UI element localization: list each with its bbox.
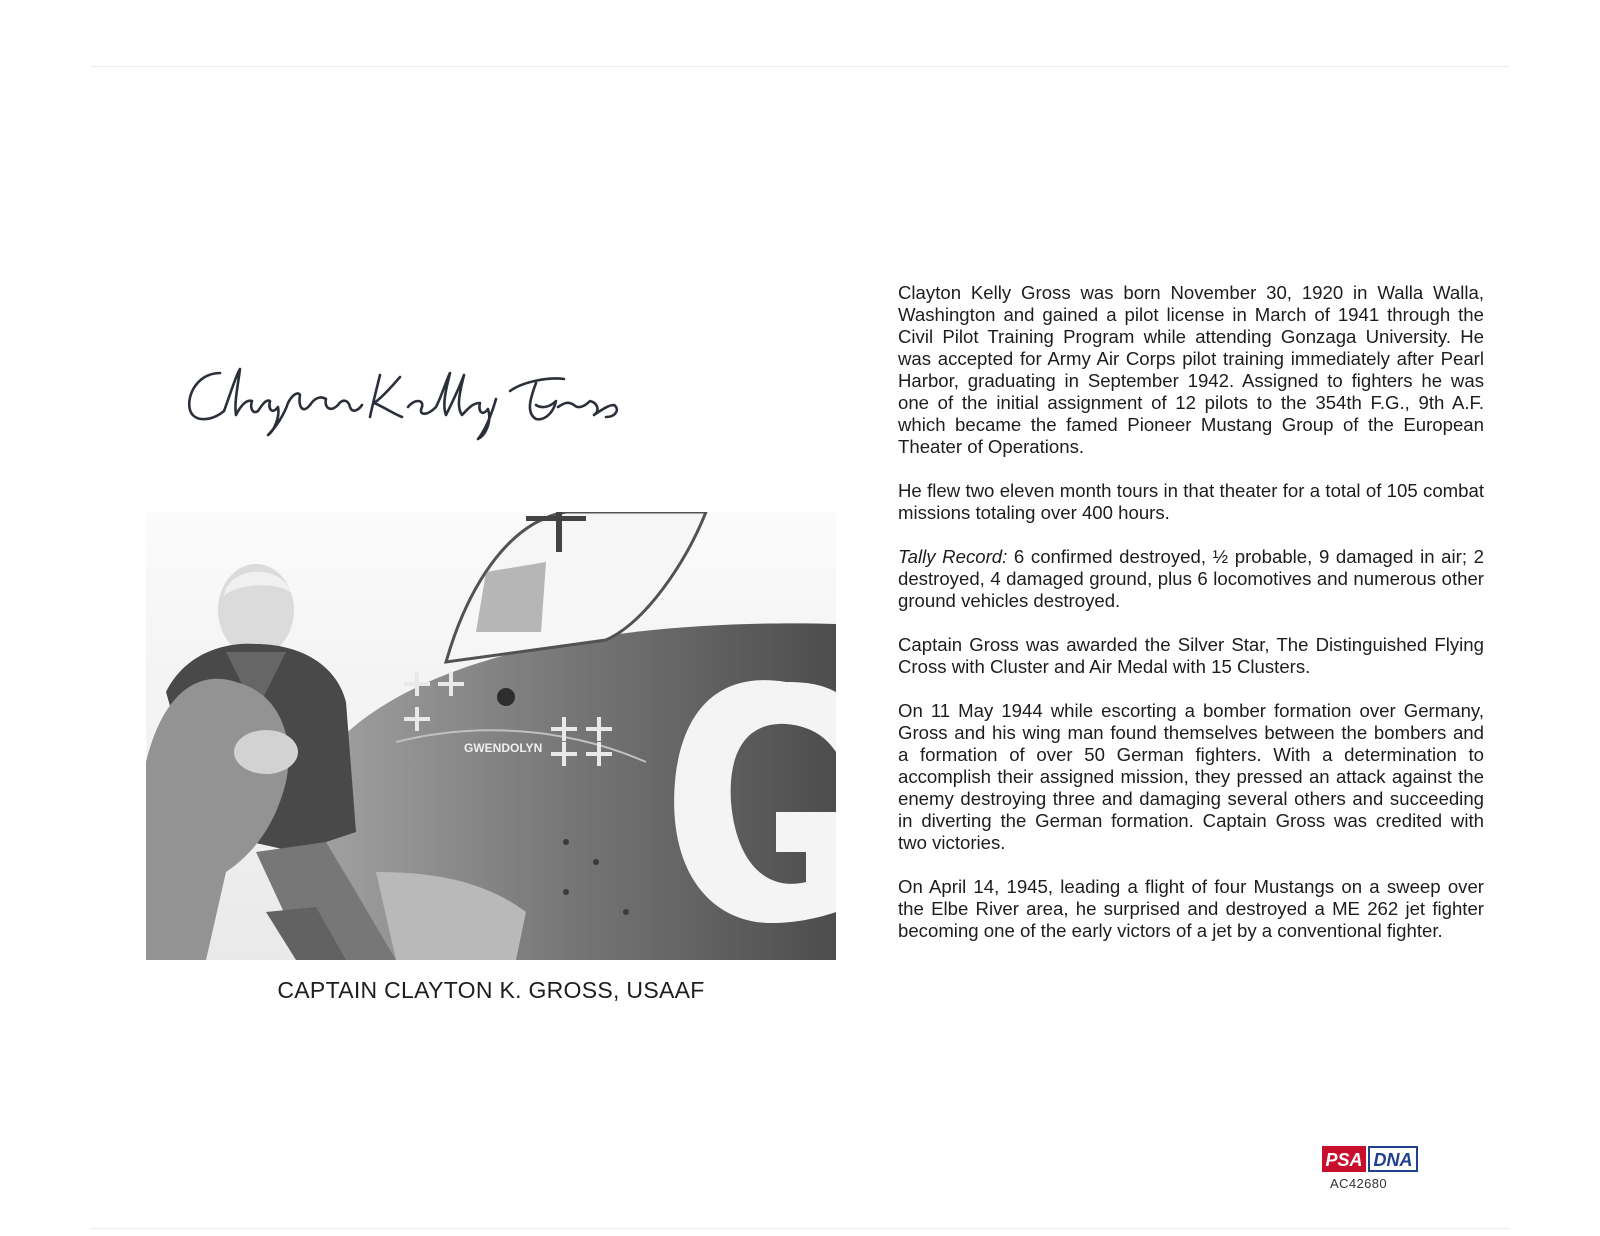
- bio-paragraph: On 11 May 1944 while escorting a bomber formation over Germany, Gross and his wing man found themselves between the bombers and a formation of over 50 German fighters. With a determination to accomplish their assigned mission, they pressed an attack against the enemy destroying three and damaging several others and succeeding in diverting the German formation. Captain Gross was credited with two victories.: [898, 700, 1484, 853]
- bio-paragraph: Captain Gross was awarded the Silver Star, The Distinguished Flying Cross with Cluster and Air Medal with 15 Clusters.: [898, 634, 1484, 677]
- psa-dna-logo: [1322, 1146, 1418, 1172]
- page-edge-top: [90, 66, 1510, 67]
- svg-text:DNA: DNA: [1373, 1150, 1413, 1170]
- nose-art-text: GWENDOLYN: [464, 741, 543, 755]
- authentication-number: AC42680: [1330, 1176, 1388, 1191]
- authentication-label: [1322, 1146, 1418, 1191]
- page-edge-bottom: [90, 1228, 1510, 1229]
- tally-record-text: 6 confirmed destroyed, ½ probable, 9 damaged in air; 2 destroyed, 4 damaged ground, plus 6 locomotives and numerous other ground vehicles destroyed.: [898, 546, 1484, 611]
- bio-paragraph: Clayton Kelly Gross was born November 30, 1920 in Walla Walla, Washington and gained a pilot license in March of 1941 through the Civil Pilot Training Program while attending Gonzaga University. He was accepted for Army Air Corps pilot training immediately after Pearl Harbor, graduating in September 1942. Assigned to fighters he was one of the initial assignment of 12 pilots to the 354th F.G., 9th A.F. which became the famed Pioneer Mustang Group of the European Theater of Operations.: [898, 282, 1484, 457]
- biography: [898, 282, 1484, 942]
- bio-paragraph: He flew two eleven month tours in that theater for a total of 105 combat missions totaling over 400 hours.: [898, 480, 1484, 523]
- svg-text:PSA: PSA: [1325, 1150, 1363, 1170]
- photograph: [146, 512, 836, 960]
- signature: [180, 355, 620, 445]
- tally-record-label: Tally Record:: [898, 546, 1008, 567]
- bio-paragraph: On April 14, 1945, leading a flight of four Mustangs on a sweep over the Elbe River area, he surprised and destroyed a ME 262 jet fighter becoming one of the early victors of a jet by a conventional fighter.: [898, 876, 1484, 941]
- photo-caption: CAPTAIN CLAYTON K. GROSS, USAAF: [277, 977, 705, 1003]
- bio-paragraph-tally: [898, 546, 1484, 612]
- pilot-aircraft-photo: [146, 512, 836, 960]
